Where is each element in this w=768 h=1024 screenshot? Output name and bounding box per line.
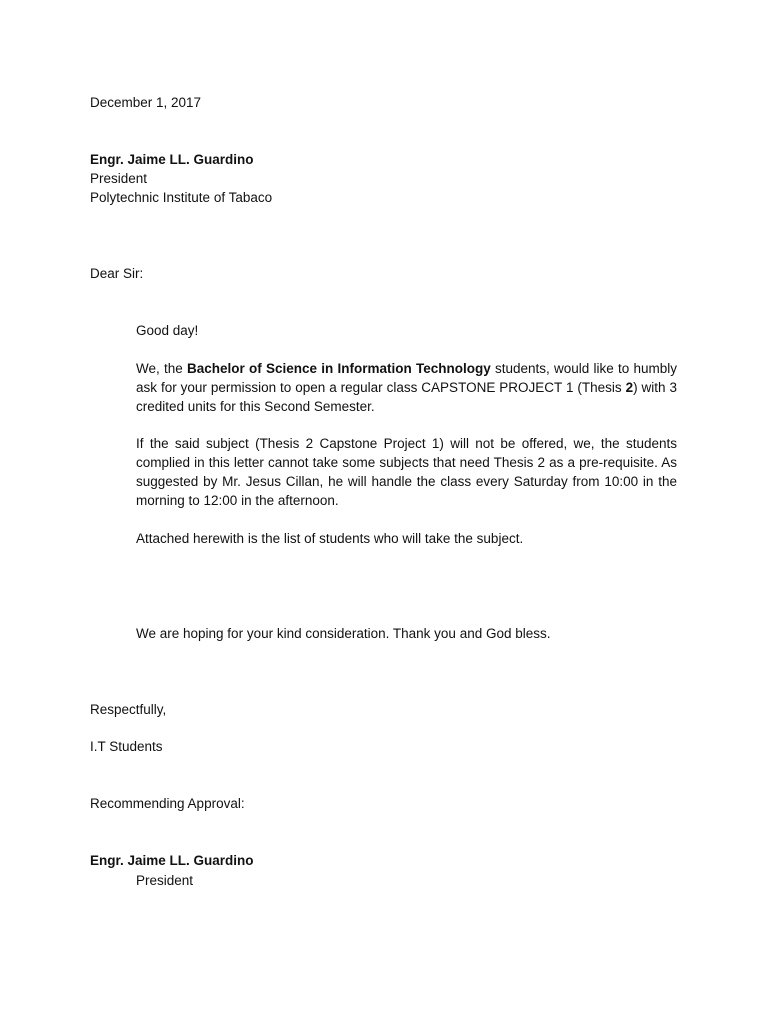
paragraph-request-part3: ) with 3 credited units for this Second Semester. [136,380,677,414]
greeting: Good day! [136,323,199,338]
salutation: Dear Sir: [90,266,144,281]
sender: I.T Students [90,739,163,754]
approver-title: President [136,873,194,888]
paragraph-request-part2: students, would like to humbly ask for your permission to open a regular class CAPSTONE PROJECT 1 (Thesis [136,361,677,395]
paragraph-request [136,359,677,416]
letter-date: December 1, 2017 [90,95,202,110]
program-name: Bachelor of Science in Information Technology [187,361,491,376]
paragraph-request-part1: We, the [136,361,187,376]
recipient-title: President [90,171,148,186]
approver-name: Engr. Jaime LL. Guardino [90,853,254,868]
recipient-organization: Polytechnic Institute of Tabaco [90,190,273,205]
paragraph-consideration: We are hoping for your kind consideration. Thank you and God bless. [136,626,551,641]
recipient-name: Engr. Jaime LL. Guardino [90,152,254,167]
thesis-number: 2 [625,380,634,395]
closing: Respectfully, [90,702,167,717]
recommending-approval-label: Recommending Approval: [90,796,245,811]
paragraph-attachment: Attached herewith is the list of students who will take the subject. [136,531,524,546]
paragraph-conditions: If the said subject (Thesis 2 Capstone Project 1) will not be offered, we, the students complied in this letter cannot take some subjects that need Thesis 2 as a pre-requisite. As suggested by Mr. Jesus Cillan, he will handle the class every Saturday from 10:00 in the morning to 12:00 in the afternoon. [136,436,677,508]
